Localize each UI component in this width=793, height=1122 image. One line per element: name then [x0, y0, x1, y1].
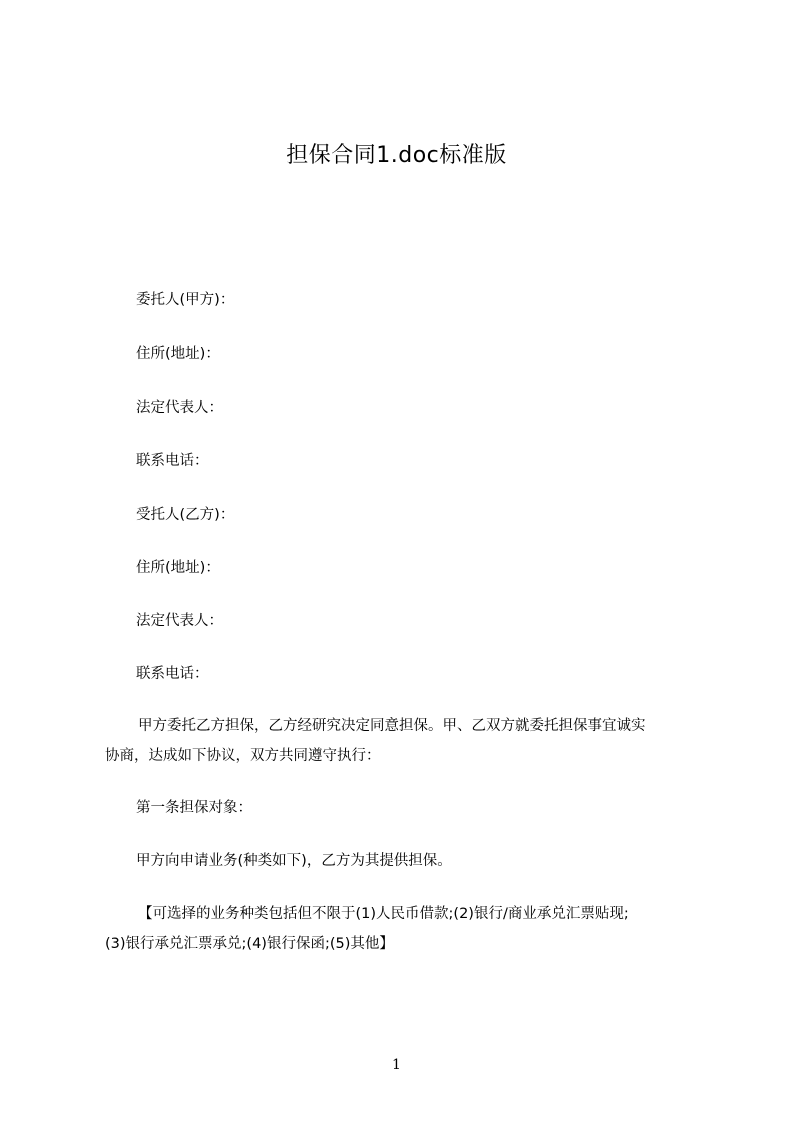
intro-line-2: 协商，达成如下协议，双方共同遵守执行： [105, 748, 381, 764]
note-line-2: (3)银行承兑汇票承兑;(4)银行保函;(5)其他】 [105, 936, 394, 952]
page-number: 1 [392, 1057, 401, 1073]
field-trustee-party-b: 受托人(乙方)： [136, 507, 235, 523]
field-principal-party-a: 委托人(甲方)： [136, 292, 235, 308]
note-line-1: 【可选择的业务种类包括但不限于(1)人民币借款;(2)银行/商业承兑汇票贴现; [138, 906, 629, 922]
document-title: 担保合同1.doc标准版 [286, 143, 507, 168]
field-legal-rep-party-a: 法定代表人： [136, 400, 223, 416]
field-address-party-a: 住所(地址)： [136, 346, 220, 362]
intro-line-1: 甲方委托乙方担保，乙方经研究决定同意担保。甲、乙双方就委托担保事宜诚实 [138, 718, 646, 734]
field-address-party-b: 住所(地址)： [136, 560, 220, 576]
field-legal-rep-party-b: 法定代表人： [136, 613, 223, 629]
intro-paragraph [105, 711, 705, 771]
article-1-heading: 第一条担保对象： [136, 800, 252, 816]
field-phone-party-b: 联系电话： [136, 666, 209, 682]
article-1-text: 甲方向申请业务(种类如下)，乙方为其提供担保。 [136, 853, 452, 869]
business-types-note [105, 899, 705, 959]
field-phone-party-a: 联系电话： [136, 453, 209, 469]
